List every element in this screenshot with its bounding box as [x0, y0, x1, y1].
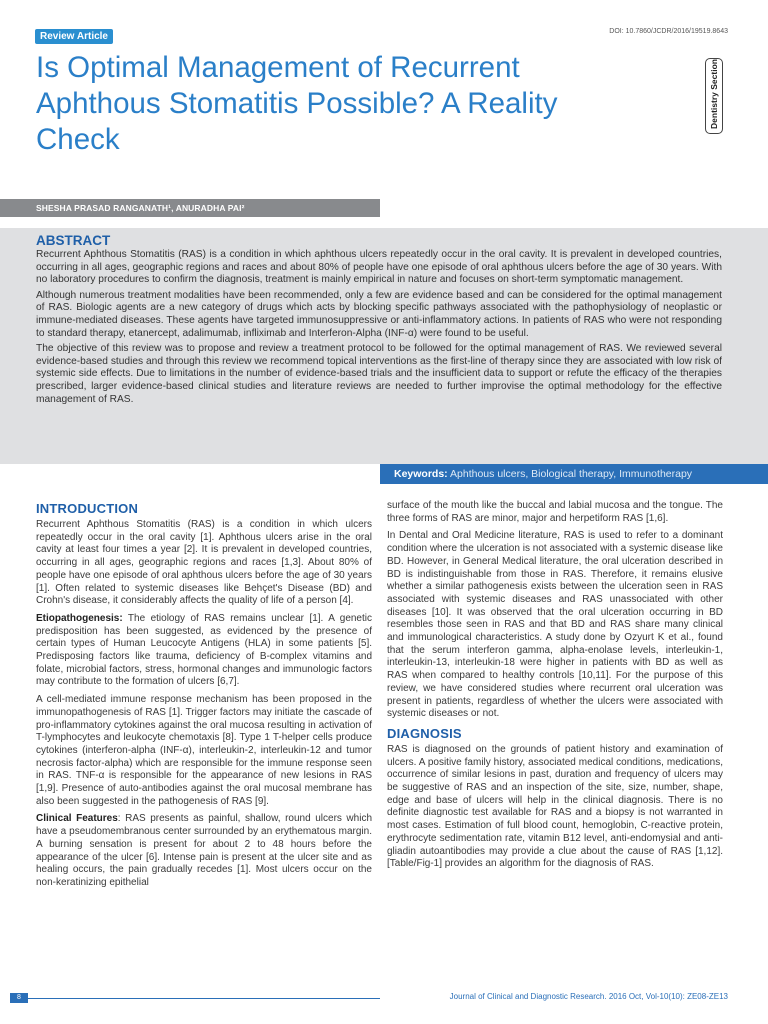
- left-column: [36, 498, 372, 895]
- clinical-features-label: Clinical Features: [36, 813, 118, 825]
- intro-paragraph: Recurrent Aphthous Stomatitis (RAS) is a condition in which ulcers repeatedly occur in the oral cavity [1]. Aphthous ulcers arise in the oral cavity at least four times a year [2]. It is prevalent in developed countries, occurring in all ages, geographic regions and races [1,3]. About 80% of people have one episode of oral aphthous ulcers before the age of 30 years [1]. Often related to systemic diseases like Behçet's Disease (BD) and Crohn's disease, it considerably affects the quality of life of a person [4].: [36, 519, 372, 607]
- right-column: [387, 500, 723, 876]
- clinical-features-text: : RAS presents as painful, shallow, round ulcers which have a pseudomembranous center surrounded by an erythematous margin. A burning sensation is present for about 2 to 48 hours before the appearance of the ulcer [6]. Intense pain is present at the ulcer site and as healing occurs, the pain gradually recedes [1]. Most ulcers occur on the non-keratinizing epithelial: [36, 813, 373, 888]
- keywords-bar: [380, 464, 768, 484]
- journal-citation: Journal of Clinical and Diagnostic Research. 2016 Oct, Vol-10(10): ZE08-ZE13: [449, 992, 728, 1001]
- doi-text: DOI: 10.7860/JCDR/2016/19519.8643: [609, 28, 728, 35]
- immune-paragraph: A cell-mediated immune response mechanism has been proposed in the immunopathogenesis of RAS [1]. Trigger factors may initiate the cascade of pro-inflammatory cytokines against the oral mucosa resulting in activation of T-lymphocytes and leukocyte chemotaxis [8]. Type 1 T-helper cells produce cytokines (interferon-alpha (INF-α), interleukin-2, interleukin-12 and tumor necrosis factor-alpha) which are responsible for the immune response seen in RAS. TNF-α is responsible for the appearance of new lesions in RAS [1,9]. Presence of auto-antibodies against the oral mucosal membrane has also been suggested in the pathogenesis of RAS [9].: [36, 694, 372, 807]
- page-number: 8: [10, 993, 28, 1003]
- keywords-label: Keywords:: [394, 468, 448, 480]
- abstract-paragraph: Although numerous treatment modalities have been recommended, only a few are evidence based and can be considered for the optimal management of RAS. Biologic agents are a new category of drugs which acts by blocking specific pathways associated with the pathophysiology of neoplastic or immune-mediated diseases. These agents have targeted immunosuppressive or anti-inflammatory actions. In patients of RAS who were not responding to standard therapy, etanercept, adalimumab, infliximab and Interferon-Alpha (INF-α) were found to be useful.: [36, 289, 722, 339]
- section-tab: [705, 58, 723, 134]
- introduction-heading: INTRODUCTION: [36, 501, 139, 516]
- authors-bar: SHESHA PRASAD RANGANATH¹, ANURADHA PAI²: [0, 199, 380, 217]
- article-type-badge: Review Article: [35, 29, 113, 44]
- footer-rule: [28, 998, 380, 999]
- article-title: Is Optimal Management of Recurrent Aphthous Stomatitis Possible? A Reality Check: [36, 51, 558, 156]
- abstract-paragraph: The objective of this review was to propose and review a treatment protocol to be followed for the optimal management of RAS. We reviewed several evidence-based studies and through this review we recommend topical interventions as the first-line of therapy since they are associated with low risk of systemic side effects. Due to limitations in the number of evidence-based trials and the insufficient data to support or refute the efficacy of the therapies prescribed, larger evidence-based clinical studies and literature reviews are needed to further improvise the optimal methodology for the effective management of RAS.: [36, 343, 722, 405]
- diagnosis-paragraph: RAS is diagnosed on the grounds of patient history and examination of ulcers. A positive family history, associated medical conditions, medications, occurrence of similar lesions in past, duration and frequency of ulcers may be suggestive of RAS and an inspection of the site, size, number, shape, edge and base of ulcers will help in the clinical diagnosis. There is no definite diagnostic test available for RAS and a biopsy is not warranted in most cases. Estimation of full blood count, hemoglobin, C-reactive protein, erythrocyte sedimentation rate, vitamin B12 level, anti-endomysial and anti-gliadin autoantibodies may provide a clue about the cause of RAS [1,12]. [Table/Fig-1] provides an algorithm for the diagnosis of RAS.: [387, 743, 723, 870]
- abstract-box: [0, 228, 768, 464]
- etiopathogenesis-label: Etiopathogenesis:: [36, 612, 123, 624]
- abstract-heading: ABSTRACT: [36, 233, 111, 248]
- forms-paragraph: surface of the mouth like the buccal and labial mucosa and the tongue. The three forms of RAS are minor, major and herpetiform RAS [1,6].: [387, 500, 723, 524]
- clinical-features-paragraph: [36, 813, 372, 889]
- keywords-values: Aphthous ulcers, Biological therapy, Immunotherapy: [450, 468, 693, 480]
- etiopathogenesis-paragraph: [36, 613, 372, 689]
- etiopathogenesis-text: The etiology of RAS remains unclear [1]. A genetic predisposition has been suggested, as evidenced by the presence of certain types of Human Leucocyte Antigens (HLA) in some patients [5]. Predisposing factors like trauma, deficiency of B-complex vitamins and folate, microbial factors, stress, hormonal changes and immunologic factors may contribute to the formation of ulcers [6,7].: [36, 612, 372, 688]
- diagnosis-heading: DIAGNOSIS: [387, 725, 462, 741]
- section-label: Dentistry Section: [709, 59, 719, 129]
- abstract-paragraph: Recurrent Aphthous Stomatitis (RAS) is a condition in which aphthous ulcers repeatedly occur in the oral cavity. It is prevalent in developed countries, occurring in all ages, geographic regions and races and about 80% of people have one episode of oral aphthous ulcers before the age of 30 years. With no laboratory procedures to confirm the diagnosis, treatment is mainly empirical in nature and focuses on short-term symptomatic management.: [36, 249, 722, 286]
- literature-paragraph: In Dental and Oral Medicine literature, RAS is used to refer to a dominant condition where the ulceration is not associated with a systemic disease like BD. However, in General Medical literature, the oral ulceration described in BD is indistinguishable from those in RAS. Therefore, it remains elusive whether a similar pathogenesis exists between the ulceration seen in RAS associated with systemic diseases and RAS unassociated with other diseases [10]. It was observed that the oral ulceration occurring in BD resembles those seen in RAS and that BD and RAS share many clinical and immunological characteristics. A study done by Ozyurt K et al., found that the serum interferon gamma, alpha-enolase levels, interleukin-1, interleukin-13, interleukin-18 were higher in patients with BD as well as RAS when compared to healthy controls [10,11]. For the purpose of this review, we have considered studies where recurrent oral ulceration was present in patients, regardless of whether the ulcers were associated with systemic diseases or not.: [387, 530, 723, 720]
